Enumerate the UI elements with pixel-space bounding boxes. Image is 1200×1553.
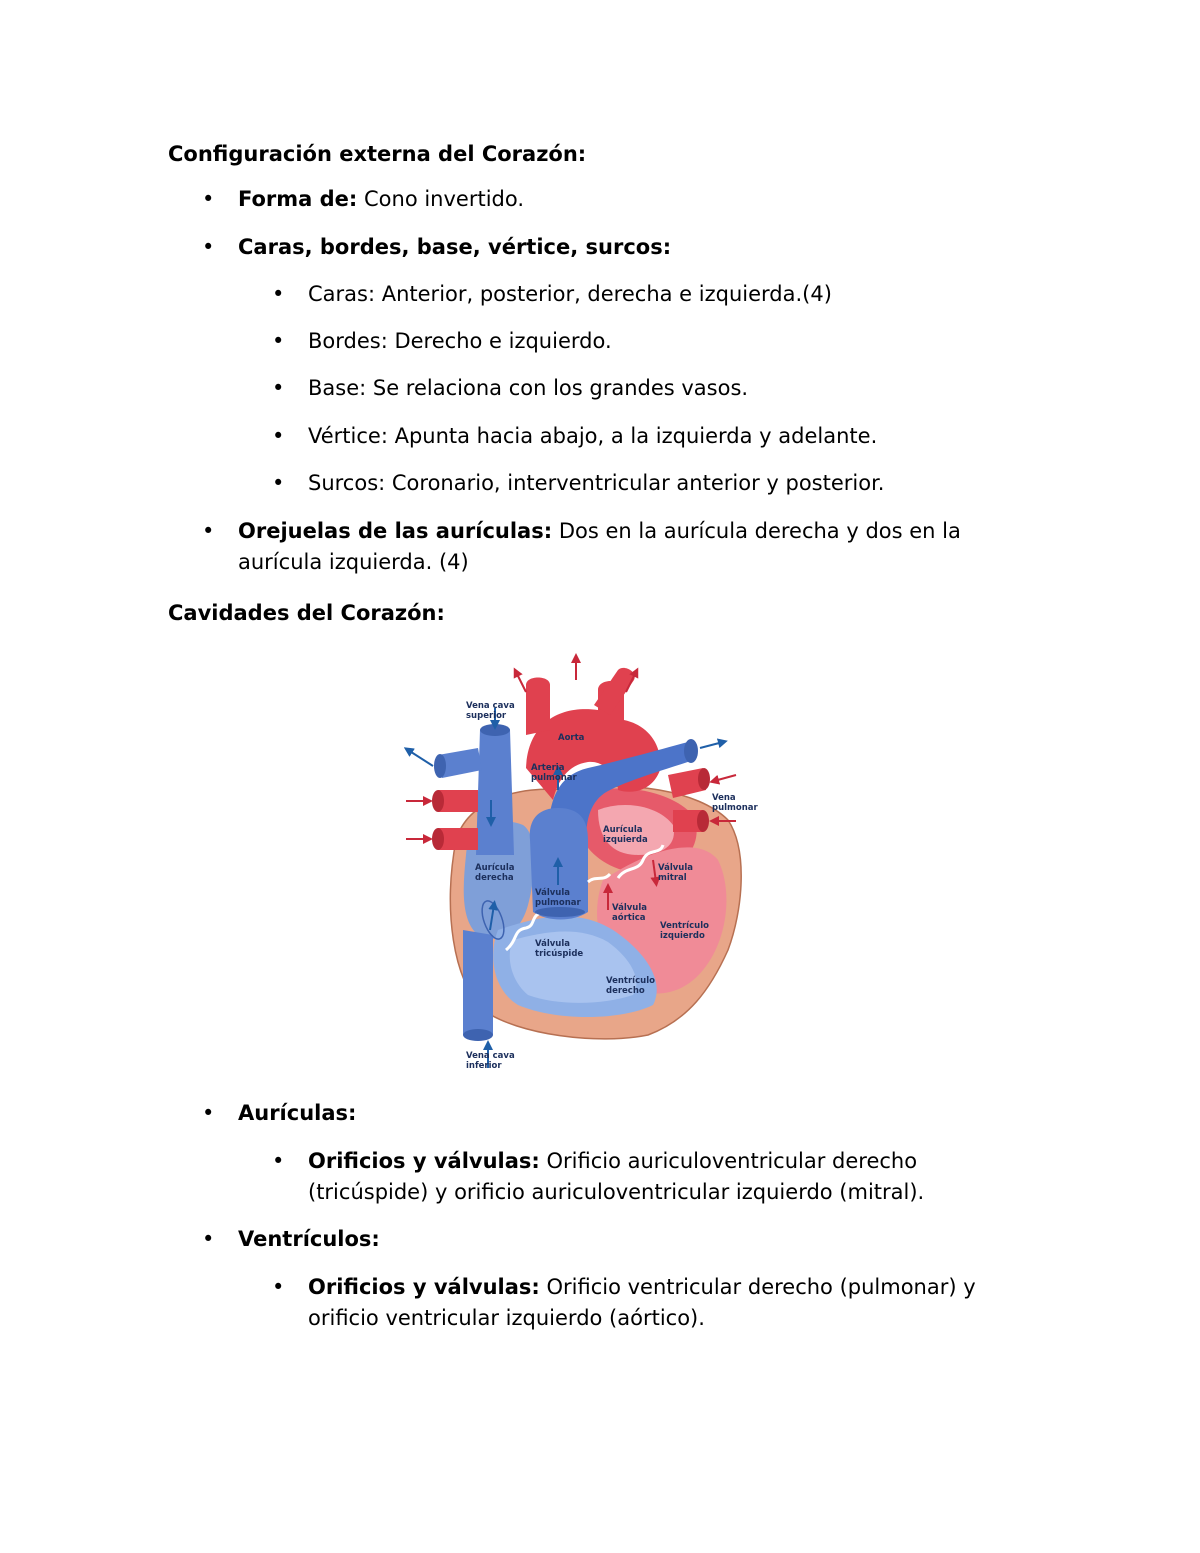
- list-item-auriculas: [202, 1098, 1038, 1129]
- sublist-item-caras: [272, 279, 1028, 310]
- label-vena-pulmonar: Vena pulmonar: [712, 793, 758, 813]
- section-heading-cavidades: Cavidades del Corazón:: [168, 601, 445, 625]
- bullet-icon: •: [202, 235, 215, 259]
- arrow-out-aorta-left: [516, 672, 526, 692]
- pulmonary-branch-left-opening: [434, 754, 446, 778]
- item-label: Forma de:: [238, 187, 358, 211]
- item-text: Surcos: Coronario, interventricular anterior y posterior.: [308, 471, 885, 495]
- bullet-icon: •: [272, 376, 285, 400]
- bullet-icon: •: [272, 1275, 285, 1299]
- label-auricula-izquierda: Aurícula izquierda: [603, 825, 648, 845]
- pulmonary-vein-left-1-opening: [432, 790, 444, 812]
- item-text: Orificio ventricular derecho (pulmonar) y orificio ventricular izquierdo (aórtico).: [308, 1275, 976, 1330]
- label-valvula-aortica: Válvula aórtica: [612, 903, 648, 923]
- item-label: Ventrículos:: [238, 1227, 380, 1251]
- section-heading-configuracion: Configuración externa del Corazón:: [168, 142, 587, 166]
- label-ventriculo-izquierdo: Ventrículo izquierdo: [660, 921, 709, 941]
- item-text: Dos en la aurícula derecha y dos en la aurícula izquierda. (4): [238, 519, 961, 574]
- sublist-item-ventriculos-orificios: [272, 1272, 1028, 1334]
- item-label: Aurículas:: [238, 1101, 357, 1125]
- aorta-branch-left: [526, 678, 550, 736]
- bullet-icon: •: [272, 329, 285, 353]
- item-text: Base: Se relaciona con los grandes vasos.: [308, 376, 749, 400]
- item-label: Orificios y válvulas:: [308, 1149, 540, 1173]
- label-vena-cava-superior: Vena cava superior: [466, 701, 515, 721]
- list-item-caras-bordes: [202, 232, 1038, 263]
- sublist-item-base: [272, 373, 1028, 404]
- label-aorta: Aorta: [558, 733, 585, 743]
- sublist-item-surcos: [272, 468, 1028, 499]
- item-text: Cono invertido.: [357, 187, 525, 211]
- arrow-in-pv-right-1: [714, 775, 736, 781]
- item-text: Bordes: Derecho e izquierdo.: [308, 329, 612, 353]
- bullet-icon: •: [272, 471, 285, 495]
- bullet-icon: •: [272, 282, 285, 306]
- label-ventriculo-derecho: Ventrículo derecho: [606, 976, 655, 996]
- label-valvula-pulmonar: Válvula pulmonar: [535, 888, 581, 908]
- label-arteria-pulmonar: Arteria pulmonar: [531, 763, 577, 783]
- label-valvula-mitral: Válvula mitral: [658, 863, 694, 883]
- bullet-icon: •: [202, 1227, 215, 1251]
- label-auricula-derecha: Aurícula derecha: [475, 863, 515, 883]
- valve-pulmonar: [535, 907, 585, 917]
- list-item-orejuelas: [202, 516, 1038, 578]
- vena-cava-inferior: [463, 930, 493, 1035]
- label-valvula-tricuspide: Válvula tricúspide: [535, 939, 584, 959]
- pulmonary-vein-right-2-opening: [697, 810, 709, 832]
- item-label: Caras, bordes, base, vértice, surcos:: [238, 235, 672, 259]
- vena-cava-superior: [476, 730, 514, 855]
- pulmonary-vein-left-2-opening: [432, 828, 444, 850]
- bullet-icon: •: [202, 1101, 215, 1125]
- item-text: Orificio auriculoventricular derecho (tricúspide) y orificio auriculoventricular izquierdo (mitral).: [308, 1149, 925, 1204]
- arrow-out-pulm-right: [700, 742, 723, 748]
- item-label: Orejuelas de las aurículas:: [238, 519, 553, 543]
- vena-cava-inferior-opening: [463, 1029, 493, 1041]
- bullet-icon: •: [202, 519, 215, 543]
- sublist-item-auriculas-orificios: [272, 1146, 1028, 1208]
- sublist-item-bordes: [272, 326, 1028, 357]
- pulmonary-vein-right-1-opening: [698, 768, 710, 790]
- heart-diagram: [398, 650, 780, 1074]
- bullet-icon: •: [272, 424, 285, 448]
- item-label: Orificios y válvulas:: [308, 1275, 540, 1299]
- label-vena-cava-inferior: Vena cava inferior: [466, 1051, 515, 1071]
- sublist-item-vertice: [272, 421, 1028, 452]
- bullet-icon: •: [202, 187, 215, 211]
- item-text: Vértice: Apunta hacia abajo, a la izquierda y adelante.: [308, 424, 878, 448]
- list-item-forma: [202, 184, 1038, 215]
- vena-cava-superior-opening: [480, 724, 510, 736]
- list-item-ventriculos: [202, 1224, 1038, 1255]
- bullet-icon: •: [272, 1149, 285, 1173]
- pulmonary-branch-right-opening: [684, 739, 698, 763]
- item-text: Caras: Anterior, posterior, derecha e izquierda.(4): [308, 282, 832, 306]
- arrow-out-pulm-left: [408, 750, 433, 766]
